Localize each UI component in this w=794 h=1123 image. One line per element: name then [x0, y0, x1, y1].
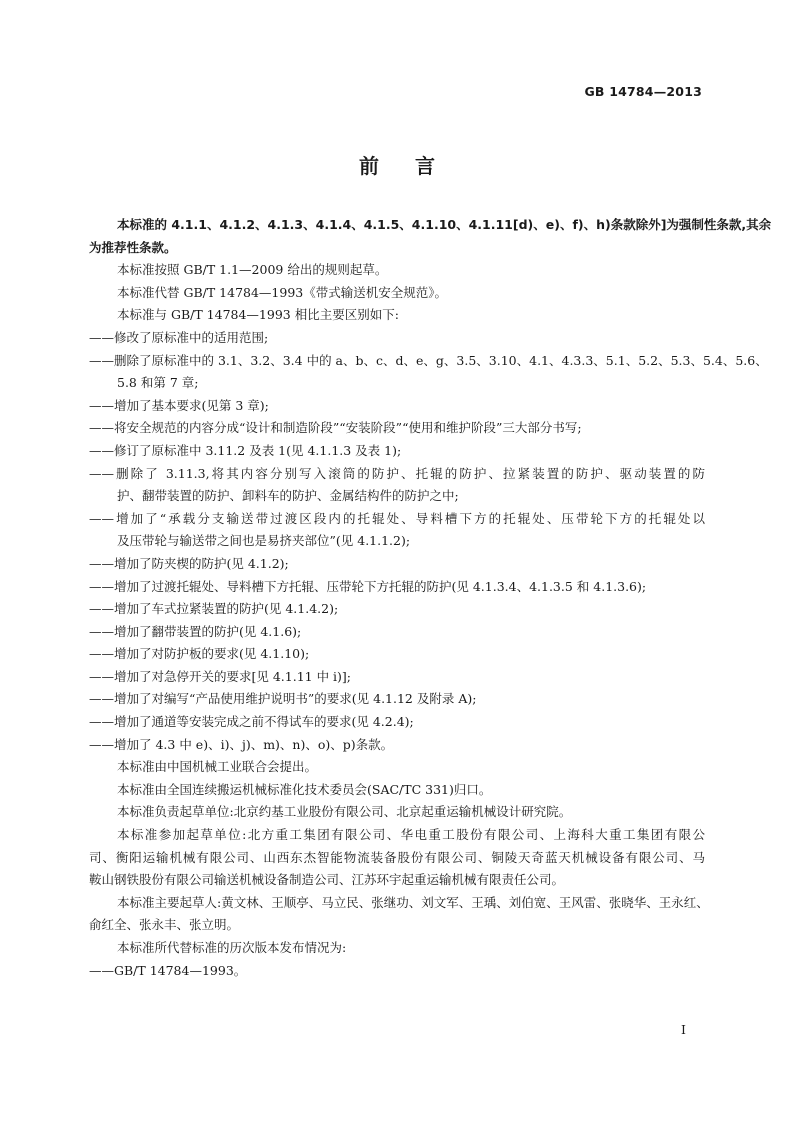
- text-line: 及压带轮与输送带之间也是易挤夹部位”(见 4.1.1.2);: [117, 533, 411, 549]
- text-line: 本标准负责起草单位:北京约基工业股份有限公司、北京起重运输机械设计研究院。: [117, 804, 572, 820]
- text-line: ——增加了过渡托辊处、导料槽下方托辊、压带轮下方托辊的防护(见 4.1.3.4、4.1.3.5 和 4.1.3.6);: [89, 578, 647, 594]
- text-line: 本标准按照 GB/T 1.1—2009 给出的规则起草。: [117, 262, 388, 278]
- foreword-body: [89, 214, 772, 982]
- text-line: 司、衡阳运输机械有限公司、山西东杰智能物流装备股份有限公司、铜陵天奇蓝天机械设备有限公司、马: [89, 849, 705, 865]
- text-line: ——修订了原标准中 3.11.2 及表 1(见 4.1.1.3 及表 1);: [89, 442, 402, 458]
- text-line: ——增加了 4.3 中 e)、i)、j)、m)、n)、o)、p)条款。: [89, 736, 394, 752]
- page-number: I: [681, 1022, 686, 1037]
- text-line: 鞍山钢铁股份有限公司输送机械设备制造公司、江苏环宇起重运输机械有限责任公司。: [89, 872, 565, 888]
- text-line: ——增加了基本要求(见第 3 章);: [89, 397, 269, 413]
- text-line: 本标准与 GB/T 14784—1993 相比主要区别如下:: [117, 307, 399, 323]
- text-line: ——增加了防夹楔的防护(见 4.1.2);: [89, 555, 289, 571]
- page-title: 前言: [359, 154, 471, 178]
- text-line: ——增加了对急停开关的要求[见 4.1.11 中 i)];: [89, 668, 352, 684]
- text-line: ——增加了翻带装置的防护(见 4.1.6);: [89, 623, 302, 639]
- text-line: 本标准由全国连续搬运机械标准化技术委员会(SAC/TC 331)归口。: [117, 781, 492, 797]
- text-line: ——删除了 3.11.3,将其内容分别写入滚筒的防护、托辊的防护、拉紧装置的防护、驱动装置的防: [89, 465, 705, 481]
- text-line: ——增加了对编写“产品使用维护说明书”的要求(见 4.1.12 及附录 A);: [89, 691, 477, 707]
- text-line: ——增加了“承载分支输送带过渡区段内的托辊处、导料槽下方的托辊处、压带轮下方的托辊处以: [89, 510, 705, 526]
- text-line: ——删除了原标准中的 3.1、3.2、3.4 中的 a、b、c、d、e、g、3.5、3.10、4.1、4.3.3、5.1、5.2、5.3、5.4、5.6、: [89, 352, 768, 368]
- text-line: ——增加了通道等安装完成之前不得试车的要求(见 4.2.4);: [89, 714, 414, 730]
- text-line: 本标准参加起草单位:北方重工集团有限公司、华电重工股份有限公司、上海科大重工集团有限公: [117, 827, 705, 843]
- text-line: 护、翻带装置的防护、卸料车的防护、金属结构件的防护之中;: [117, 488, 459, 504]
- text-line: ——GB/T 14784—1993。: [89, 962, 247, 978]
- text-line: 本标准主要起草人:黄文林、王顺亭、马立民、张继功、刘文军、王瑀、刘伯宽、王风雷、张晓华、王永红、: [117, 894, 709, 910]
- text-line: 本标准的 4.1.1、4.1.2、4.1.3、4.1.4、4.1.5、4.1.10、4.1.11[d)、e)、f)、h)条款除外]为强制性条款,其余: [117, 217, 772, 232]
- text-line: ——修改了原标准中的适用范围;: [89, 329, 269, 345]
- text-line: 为推荐性条款。: [89, 239, 177, 255]
- text-line: 本标准由中国机械工业联合会提出。: [117, 759, 318, 775]
- standard-code: GB 14784—2013: [584, 84, 702, 99]
- text-line: 5.8 和第 7 章;: [117, 375, 199, 391]
- text-line: ——增加了车式拉紧装置的防护(见 4.1.4.2);: [89, 601, 339, 617]
- text-line: ——将安全规范的内容分成“设计和制造阶段”“安装阶段”“使用和维护阶段”三大部分书写;: [89, 420, 582, 436]
- text-line: 本标准所代替标准的历次版本发布情况为:: [117, 940, 347, 955]
- text-line: ——增加了对防护板的要求(见 4.1.10);: [89, 646, 310, 662]
- text-line: 本标准代替 GB/T 14784—1993《带式输送机安全规范》。: [117, 284, 447, 300]
- text-line: 俞红全、张永丰、张立明。: [89, 917, 240, 933]
